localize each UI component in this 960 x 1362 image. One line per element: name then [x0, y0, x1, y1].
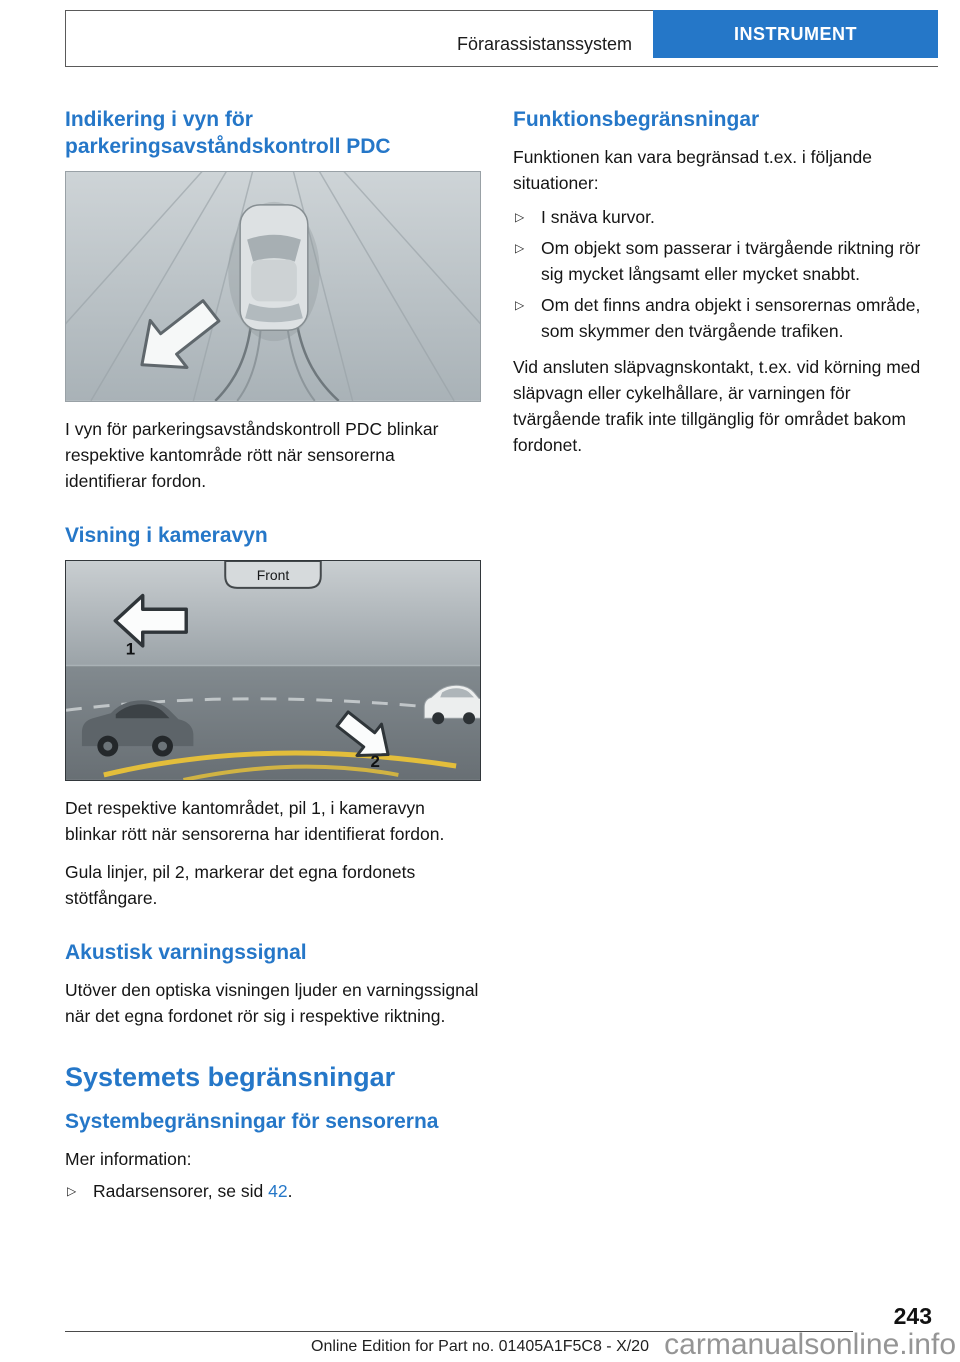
car-top-view-icon — [228, 202, 320, 341]
bullet-text: Om objekt som passerar i tvärgående riktning rör sig mycket långsamt eller mycket snabbt. — [541, 238, 921, 284]
list-item-radar — [65, 1178, 481, 1204]
heading-acoustic-warning: Akustisk varningssignal — [65, 940, 307, 964]
bullet-triangle-icon: ▷ — [515, 210, 525, 224]
limits-intro: Funktionen kan vara begränsad t.ex. i följande situationer: — [513, 147, 872, 193]
heading-function-limits: Funktionsbegränsningar — [513, 108, 760, 131]
bullet-triangle-icon: ▷ — [67, 1183, 77, 1198]
list-item — [513, 292, 931, 344]
bullet-text: I snäva kurvor. — [541, 207, 655, 227]
edition-note: Online Edition for Part no. 01405A1F5C8 - X/20 — [311, 1338, 649, 1355]
chapter-badge: INSTRUMENT — [653, 10, 938, 58]
radar-text-post: . — [287, 1180, 293, 1201]
bullet-text: Om det finns andra objekt i sensorernas område, som skymmer den tvärgående trafiken. — [541, 295, 921, 341]
list-item — [513, 235, 931, 287]
page-link-42[interactable]: 42 — [268, 1180, 288, 1201]
bullet-text — [93, 1178, 481, 1204]
limits-outro: Vid ansluten släpvagnskontakt, t.ex. vid körning med släpvagn eller cykelhållare, är varningen för tvärgående trafik inte tillgänglig för området bakom fordonet. — [513, 357, 921, 455]
watermark: carmanualsonline.info — [664, 1328, 956, 1361]
page-header — [65, 10, 938, 67]
breadcrumb: Förarassistanssystem — [456, 34, 632, 54]
pdc-caption: I vyn för parkeringsavståndskontroll PDC blinkar respektive kantområde rött när sensorerna identifierar fordon. — [65, 418, 439, 491]
camera-caption-2: Gula linjer, pil 2, markerar det egna fordonets stötfångare. — [65, 861, 416, 908]
heading-system-limits: Systemets begränsningar — [65, 1061, 396, 1092]
right-column — [513, 106, 931, 470]
left-column — [65, 106, 481, 1209]
heading-sensor-limits: Systembegränsningar för sensorerna — [65, 1109, 439, 1133]
arrow-2-number: 2 — [370, 751, 380, 771]
front-label-tab — [225, 561, 321, 588]
camera-view-illustration — [65, 560, 481, 781]
front-label: Front — [256, 566, 290, 583]
acoustic-paragraph: Utöver den optiska visningen ljuder en varningssignal när det egna fordonet rör sig i respektive riktning. — [65, 979, 479, 1026]
arrow-1-number: 1 — [125, 639, 136, 659]
bullet-triangle-icon: ▷ — [515, 298, 525, 312]
radar-text-pre: Radarsensorer, se sid — [93, 1180, 269, 1201]
page-number: 243 — [893, 1303, 932, 1329]
list-item — [513, 204, 931, 230]
heading-pdc-indication: Indikering i vyn för parkeringsavståndskontroll PDC — [65, 108, 391, 158]
camera-caption-1: Det respektive kantområdet, pil 1, i kameravyn blinkar rött när sensorerna har identifierat fordon. — [65, 797, 445, 844]
pdc-view-illustration — [65, 171, 481, 402]
heading-camera-view: Visning i kameravyn — [65, 523, 268, 547]
bullet-triangle-icon: ▷ — [515, 241, 525, 255]
more-info-label: Mer information: — [65, 1148, 192, 1169]
